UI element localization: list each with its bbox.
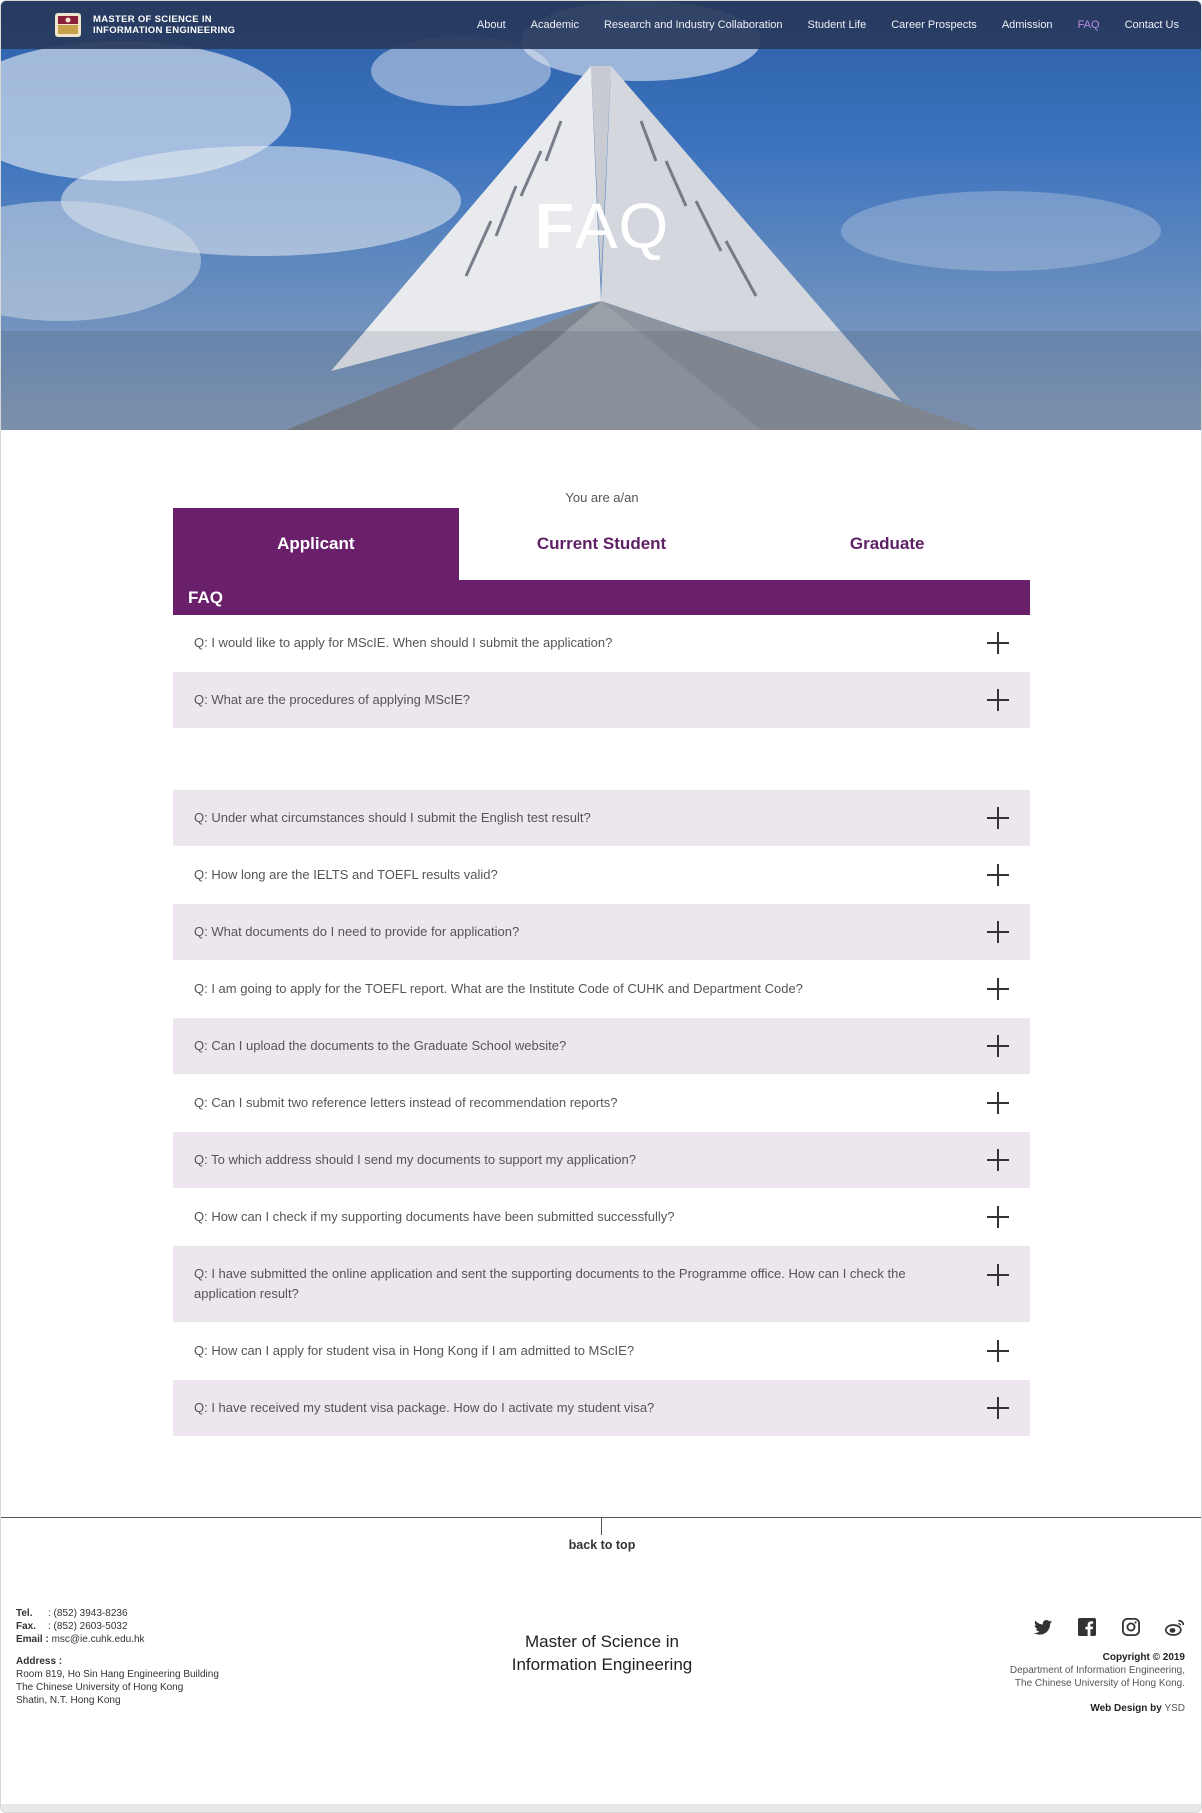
faq-item[interactable] [173,847,1030,903]
email-label: Email : [16,1634,49,1645]
faq-question: Q: Can I submit two reference letters instead of recommendation reports? [194,1095,618,1110]
faq-question: Q: I would like to apply for MScIE. When should I submit the application? [194,635,613,650]
expand-plus-icon[interactable] [987,978,1009,1000]
expand-plus-icon[interactable] [987,689,1009,711]
nav-academic[interactable]: Academic [530,19,579,31]
audience-tabs [173,508,1030,580]
faq-item[interactable] [173,615,1030,671]
faq-item[interactable] [173,1380,1030,1436]
faq-question: Q: To which address should I send my documents to support my application? [194,1152,636,1167]
expand-plus-icon[interactable] [987,807,1009,829]
expand-plus-icon[interactable] [987,921,1009,943]
copyright: Copyright © 2019 [1102,1652,1185,1663]
nav-contact-us[interactable]: Contact Us [1124,19,1179,31]
faq-list-group-2 [173,790,1030,1437]
cuhk-crest-icon [51,11,85,39]
expand-plus-icon[interactable] [987,1397,1009,1419]
faq-item[interactable] [173,1246,1030,1322]
footer-title-line-2: Information Engineering [511,1655,693,1674]
faq-item[interactable] [173,1018,1030,1074]
instagram-icon[interactable] [1121,1617,1141,1637]
expand-plus-icon[interactable] [987,1149,1009,1171]
you-are-label: You are a/an [565,490,639,505]
dept-line-1: Department of Information Engineering, [1009,1665,1185,1676]
address-line: Shatin, N.T. Hong Kong [16,1695,121,1706]
tab-applicant[interactable]: Applicant [173,508,459,580]
faq-list-group-1 [173,615,1030,729]
back-to-top-tick [601,1517,602,1535]
expand-plus-icon[interactable] [987,1340,1009,1362]
brand-logo[interactable] [51,11,235,39]
expand-plus-icon[interactable] [987,1264,1009,1286]
brand-text [93,14,235,36]
web-design-name[interactable]: YSD [1164,1703,1185,1714]
hero-title [1,189,1202,263]
nav-admission[interactable]: Admission [1001,19,1053,31]
tel-value: : (852) 3943-8236 [48,1608,128,1619]
faq-item[interactable] [173,1189,1030,1245]
social-links [1010,1617,1185,1637]
twitter-icon[interactable] [1033,1617,1053,1637]
fax-label: Fax. [16,1621,37,1632]
address-line: The Chinese University of Hong Kong [16,1682,184,1693]
faq-item[interactable] [173,904,1030,960]
faq-question: Q: I am going to apply for the TOEFL report. What are the Institute Code of CUHK and Department Code? [194,981,803,996]
faq-item[interactable] [173,1132,1030,1188]
web-design-label: Web Design by [1090,1703,1162,1714]
nav-student-life[interactable]: Student Life [807,19,867,31]
nav-about[interactable]: About [476,19,506,31]
nav-links [452,1,1179,49]
expand-plus-icon[interactable] [987,1035,1009,1057]
faq-question: Q: How can I apply for student visa in Hong Kong if I am admitted to MScIE? [194,1343,635,1358]
top-navbar [1,1,1202,49]
faq-section-header: FAQ [173,580,1030,615]
dept-line-2: The Chinese University of Hong Kong. [1014,1678,1185,1689]
expand-plus-icon[interactable] [987,632,1009,654]
back-to-top-link[interactable]: back to top [568,1538,636,1552]
faq-item[interactable] [173,790,1030,846]
brand-line-1: MASTER OF SCIENCE IN [93,14,212,25]
faq-question: Q: I have submitted the online application and sent the supporting documents to the Programme office. How can I check the application result? [194,1266,906,1301]
expand-plus-icon[interactable] [987,864,1009,886]
address-label: Address : [16,1656,63,1667]
fax-value: : (852) 2603-5032 [48,1621,128,1632]
tab-graduate[interactable]: Graduate [744,508,1030,580]
faq-question: Q: How long are the IELTS and TOEFL results valid? [194,867,498,882]
faq-item[interactable] [173,961,1030,1017]
web-design-credit [1010,1702,1185,1715]
address-line: Room 819, Ho Sin Hang Engineering Building [16,1669,219,1680]
hero-title-rest: AQ [574,190,670,262]
faq-question: Q: What are the procedures of applying MScIE? [194,692,471,707]
faq-question: Q: Can I upload the documents to the Graduate School website? [194,1038,567,1053]
footer-title-line-1: Master of Science in [524,1632,679,1651]
hero-title-first: F [534,190,575,262]
tel-label: Tel. [16,1608,33,1619]
expand-plus-icon[interactable] [987,1206,1009,1228]
faq-question: Q: Under what circumstances should I submit the English test result? [194,810,591,825]
expand-plus-icon[interactable] [987,1092,1009,1114]
nav-career-prospects[interactable]: Career Prospects [891,19,977,31]
bottom-bar [1,1804,1202,1812]
faq-item[interactable] [173,1323,1030,1379]
tab-current-student[interactable]: Current Student [459,508,745,580]
weibo-icon[interactable] [1165,1617,1185,1637]
faq-question: Q: How can I check if my supporting documents have been submitted successfully? [194,1209,675,1224]
email-link[interactable]: msc@ie.cuhk.edu.hk [51,1634,145,1645]
nav-faq[interactable]: FAQ [1077,19,1100,31]
footer-right [1010,1617,1185,1715]
faq-question: Q: I have received my student visa package. How do I activate my student visa? [194,1400,655,1415]
faq-question: Q: What documents do I need to provide for application? [194,924,520,939]
faq-item[interactable] [173,672,1030,728]
nav-research[interactable]: Research and Industry Collaboration [603,19,783,31]
facebook-icon[interactable] [1077,1617,1097,1637]
faq-item[interactable] [173,1075,1030,1131]
brand-line-2: INFORMATION ENGINEERING [93,25,236,36]
hero-banner [1,1,1202,430]
